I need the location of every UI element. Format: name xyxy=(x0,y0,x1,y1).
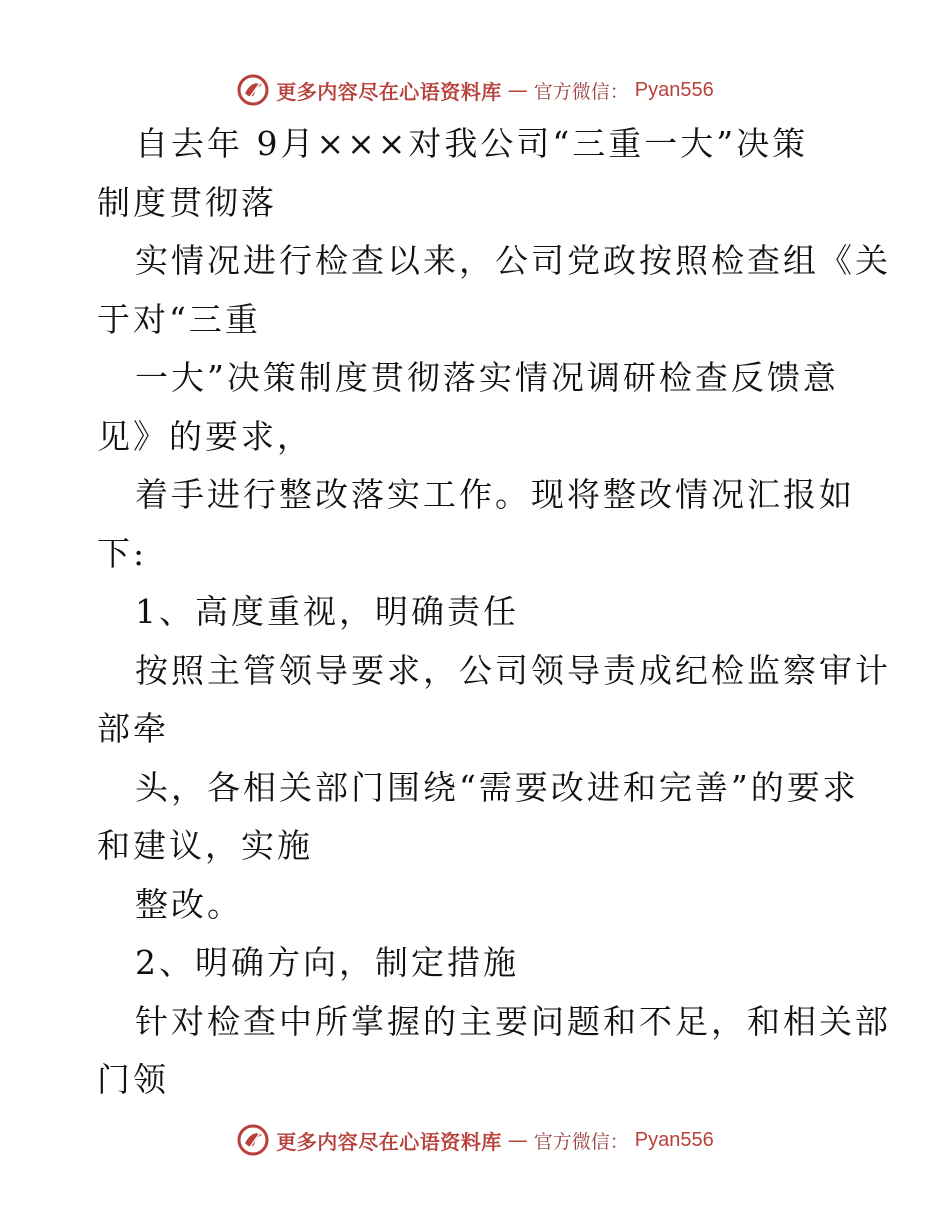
text-line: 头，各相关部门围绕“需要改进和完善”的要求 xyxy=(135,767,859,807)
text-line: 见》的要求， xyxy=(97,416,313,456)
text-line: 一大”决策制度贯彻落实情况调研检查反馈意 xyxy=(135,358,839,397)
logo-icon xyxy=(236,1123,270,1157)
banner-inner xyxy=(236,1123,713,1157)
text-line: 按照主管领导要求，公司领导责成纪检监察审计 xyxy=(135,650,891,690)
banner-wechat-id: Pyan556 xyxy=(634,1128,714,1151)
text-line: 部牵 xyxy=(97,709,169,748)
banner-wechat-id: Pyan556 xyxy=(634,78,714,101)
header-banner xyxy=(0,70,950,110)
text-line: 下: xyxy=(97,533,148,573)
text-line: 针对检查中所掌握的主要问题和不足，和相关部 xyxy=(135,1001,891,1041)
banner-main-text: 更多内容尽在心语资料库 xyxy=(276,79,502,104)
logo-icon xyxy=(236,73,270,107)
footer-banner xyxy=(0,1120,950,1160)
banner-main-text: 更多内容尽在心语资料库 xyxy=(276,1129,502,1154)
banner-inner xyxy=(236,73,713,107)
text-line: 着手进行整改落实工作。现将整改情况汇报如 xyxy=(135,475,855,514)
document-body xyxy=(97,115,891,1110)
text-line: 1、高度重视，明确责任 xyxy=(135,592,519,631)
text-line: 门领 xyxy=(97,1060,169,1099)
banner-wechat-label: 官方微信： xyxy=(533,80,629,103)
text-line: 和建议，实施 xyxy=(97,826,313,865)
banner-dash: — xyxy=(507,78,528,102)
text-line: 于对“三重 xyxy=(97,299,261,339)
banner-wechat-label: 官方微信： xyxy=(533,1130,629,1153)
text-line: 整改。 xyxy=(135,884,243,924)
banner-dash: — xyxy=(507,1128,528,1152)
text-line: 2、明确方向，制定措施 xyxy=(135,943,519,982)
text-line: 制度贯彻落 xyxy=(97,182,277,222)
text-line: 自去年 9月×××对我公司“三重一大”决策 xyxy=(135,124,809,163)
text-line: 实情况进行检查以来，公司党政按照检查组《关 xyxy=(135,241,891,280)
